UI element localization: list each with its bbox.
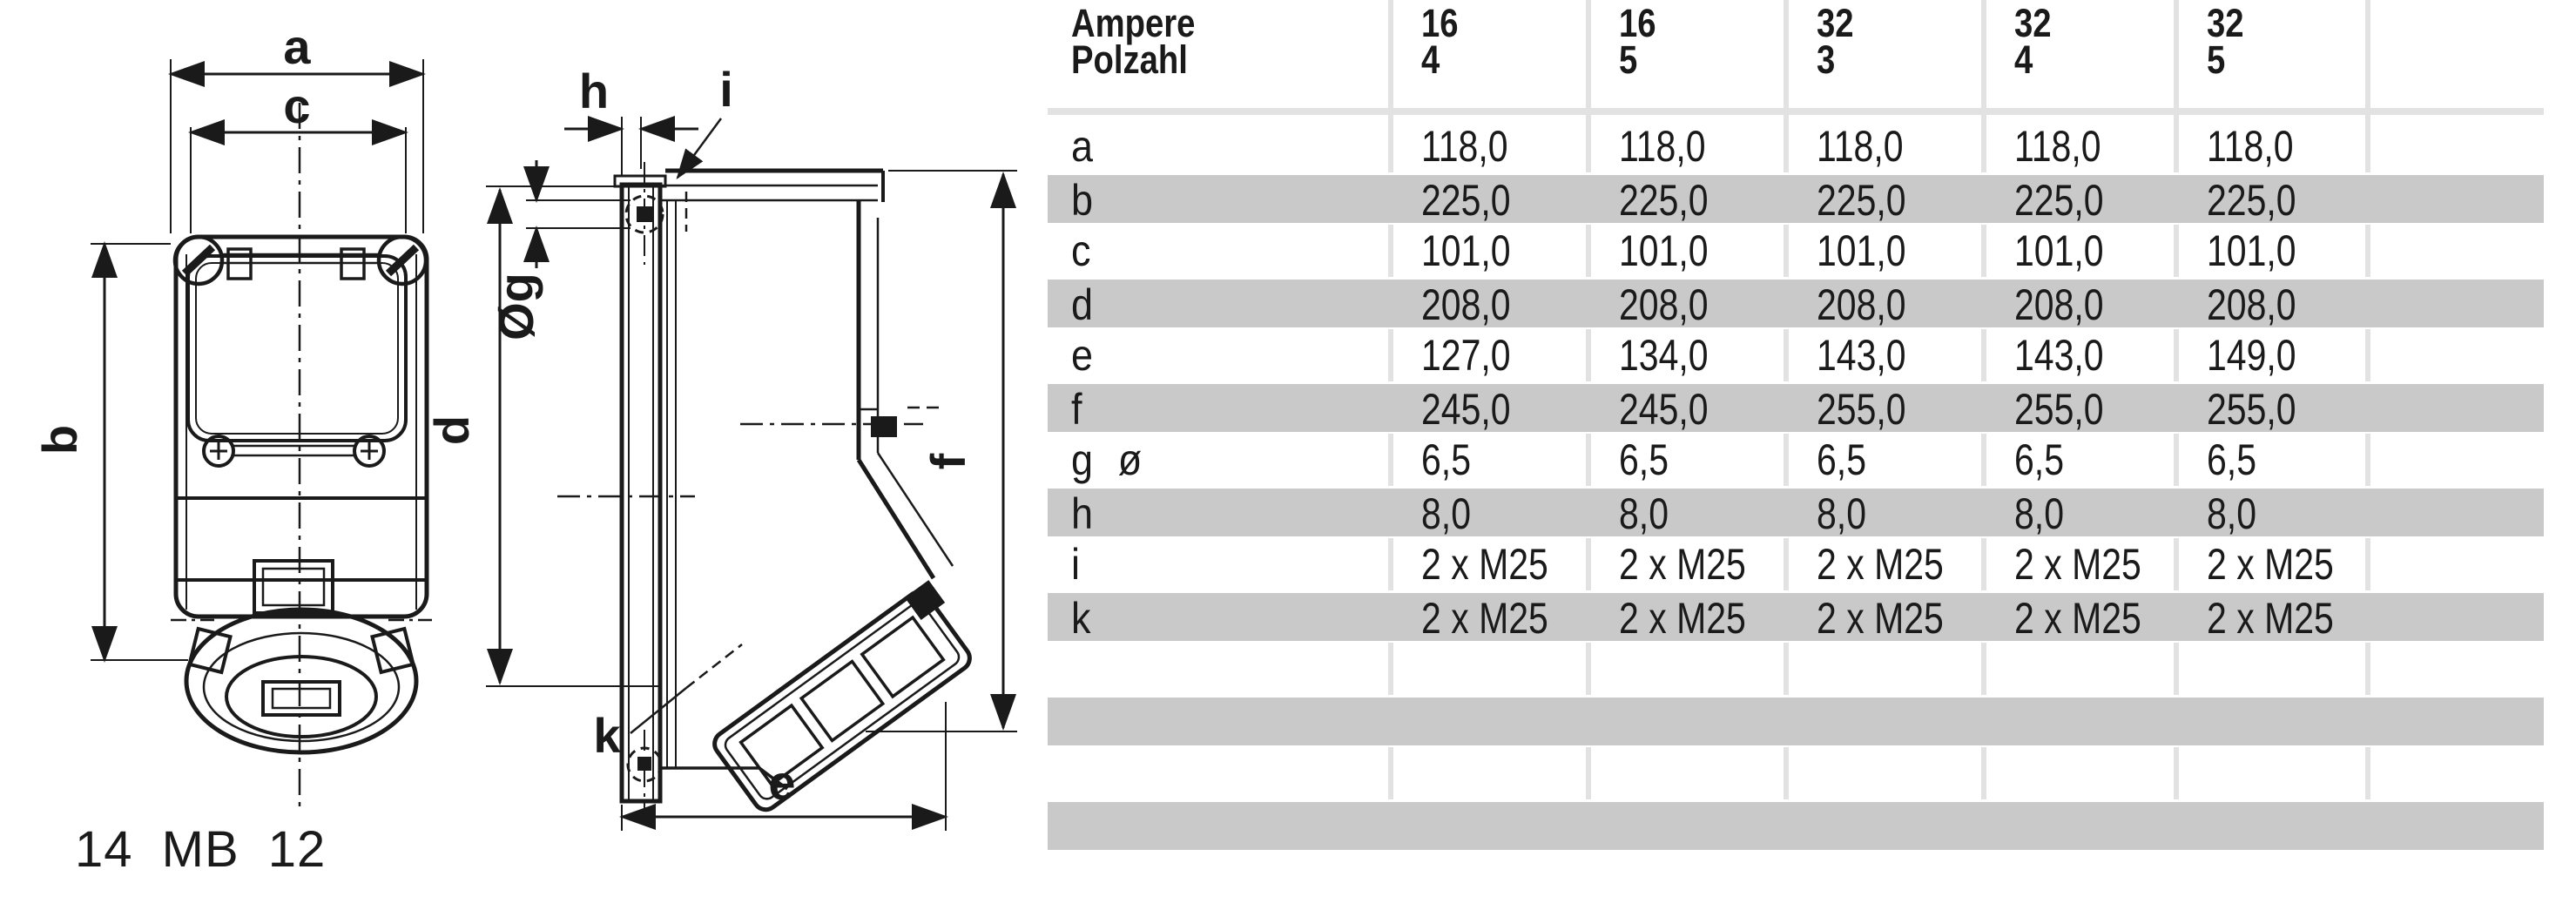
table-row-f: f 245,0 245,0 255,0 255,0 255,0 [1048,381,2544,434]
socket-face [709,580,983,814]
dim-label-d: d [424,415,479,446]
table-row-i: i 2 x M25 2 x M25 2 x M25 2 x M25 2 x M25 [1071,540,2334,589]
front-view [32,19,432,812]
table-row-e: e 127,0 134,0 143,0 143,0 149,0 [1071,331,2296,380]
dim-b [32,244,188,660]
dim-label-g: Øg [489,273,543,340]
table-row-h: h 8,0 8,0 8,0 8,0 8,0 [1048,486,2544,538]
table-row-b: b 225,0 225,0 225,0 225,0 225,0 [1048,172,2544,225]
header-col-3: 32 3 [1817,1,1854,82]
header-col-5: 32 5 [2207,1,2244,82]
dim-g [489,160,631,340]
table-row-g: g ø 6,5 6,5 6,5 6,5 6,5 [1071,435,2257,484]
table-body [1048,120,2544,852]
header-col-1: 16 4 [1421,1,1459,82]
table-row-d: d 208,0 208,0 208,0 208,0 208,0 [1048,277,2544,329]
table-row-c: c 101,0 101,0 101,0 101,0 101,0 [1071,226,2296,275]
dim-label-f: f [920,453,975,470]
header-col-empty [2365,5,2544,108]
row-label: i [1071,540,1080,589]
front-window-outer [188,256,406,441]
row-label: b [1071,176,1094,225]
mounting-hole-bottom [628,730,661,810]
table-row-a: a 118,0 118,0 118,0 118,0 118,0 [1071,122,2294,171]
table-row-empty [1048,643,2544,695]
row-label: d [1071,280,1094,329]
row-label: g ø [1071,435,1143,484]
dim-d [424,186,662,686]
lid-inner [226,657,376,737]
dim-label-k: k [593,708,621,763]
header-col-4: 32 4 [2014,1,2052,82]
side-view [424,62,1017,831]
row-label: k [1071,594,1091,643]
dim-label-h: h [578,64,610,118]
latch [871,416,897,437]
header-polzahl: Polzahl [1071,37,1188,82]
dimension-table [1048,0,2544,852]
dim-label-a: a [283,19,311,74]
dim-f [866,171,1017,731]
header-ampere: Ampere [1071,1,1196,45]
table-header [1048,0,2544,108]
front-window-inner [196,263,398,434]
dim-h [564,64,698,176]
header-separator [1048,108,2544,115]
table-row-empty [1048,799,2544,852]
dim-label-e: e [768,755,796,810]
header-label-cell [1048,1,1388,108]
row-label: f [1071,385,1082,434]
dim-i [678,62,733,232]
technical-drawing [0,0,1080,910]
wall-plate [622,185,660,801]
dim-label-c: c [283,78,311,133]
row-label: a [1071,122,1094,171]
drawing-code: 14 MB 12 [75,821,327,878]
row-label: e [1071,331,1094,380]
table-row-k: k 2 x M25 2 x M25 2 x M25 2 x M25 2 x M25 [1048,590,2544,643]
table-row-empty [1048,747,2544,799]
row-label: c [1071,226,1091,275]
header-col-2: 16 5 [1619,1,1656,82]
lid-handle [263,682,340,715]
dim-label-b: b [32,424,87,455]
corner-screw-right [379,237,426,284]
dim-label-i: i [719,62,733,117]
mounting-hole-top [626,162,663,265]
row-label: h [1071,489,1094,538]
dim-c [191,78,406,233]
dim-e [622,702,946,831]
table-row-empty [1048,695,2544,747]
